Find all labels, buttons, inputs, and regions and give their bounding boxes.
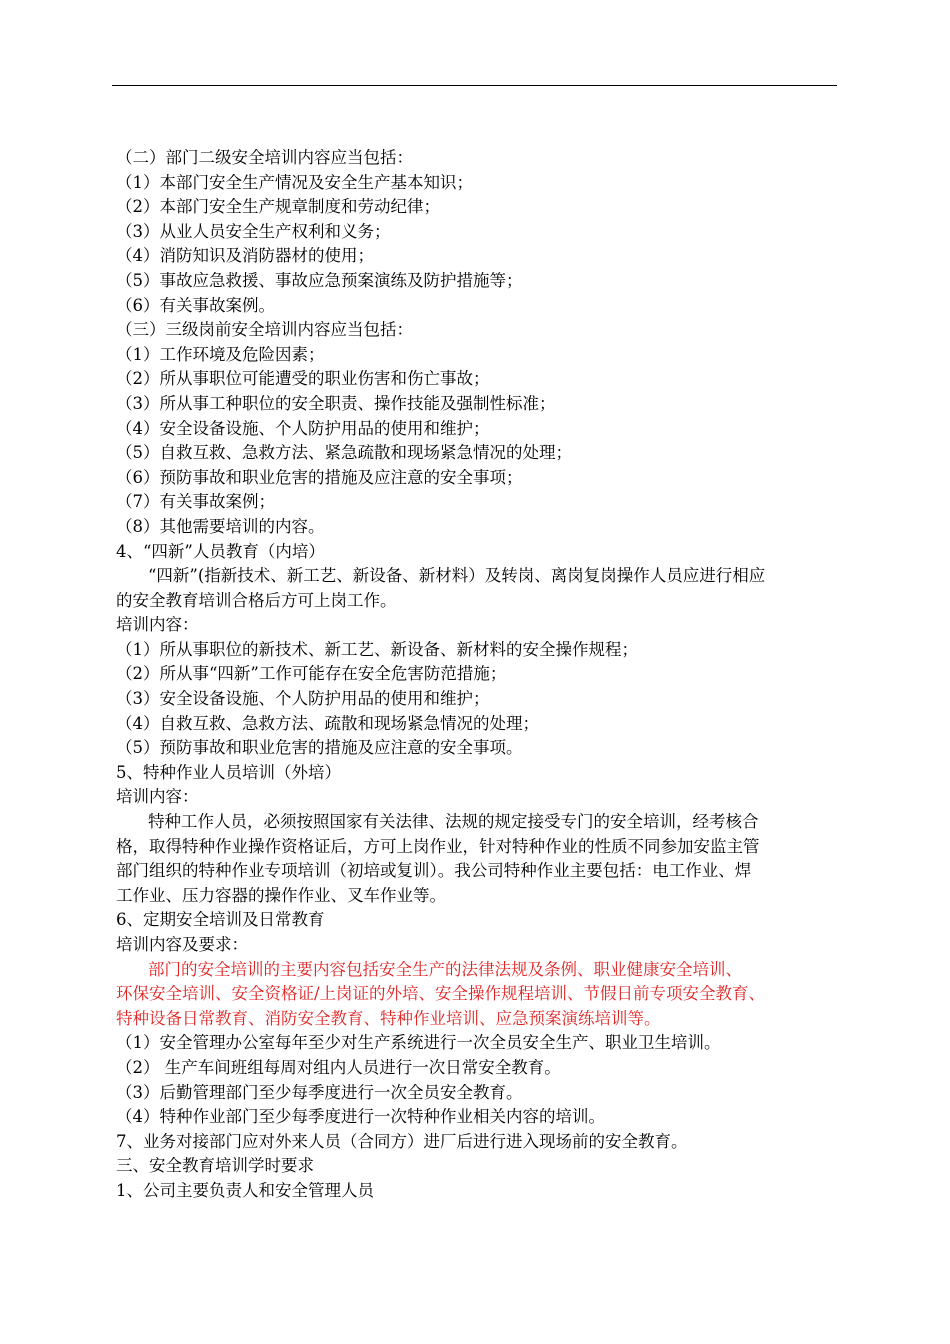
text-line: 格，取得特种作业操作资格证后，方可上岗作业，针对特种作业的性质不同参加安监主管 — [116, 836, 760, 856]
text-line: 特种工作人员，必须按照国家有关法律、法规的规定接受专门的安全培训，经考核合 — [148, 812, 759, 832]
text-line: 5、特种作业人员培训（外培） — [116, 762, 341, 782]
highlighted-text-line: 环保安全培训、安全资格证/上岗证的外培、安全操作规程培训、节假日前专项安全教育、 — [116, 984, 766, 1004]
text-line: （4）安全设备设施、个人防护用品的使用和维护； — [116, 418, 490, 438]
text-line: 7、业务对接部门应对外来人员（合同方）进厂后进行进入现场前的安全教育。 — [116, 1131, 688, 1151]
text-line: 6、定期安全培训及日常教育 — [116, 910, 325, 930]
text-line: 1、公司主要负责人和安全管理人员 — [116, 1180, 374, 1200]
text-line: （3）安全设备设施、个人防护用品的使用和维护； — [116, 689, 490, 709]
text-line: （8）其他需要培训的内容。 — [116, 516, 325, 536]
text-line: （2） 生产车间班组每周对组内人员进行一次日常安全教育。 — [116, 1057, 561, 1077]
text-line: （6）有关事故案例。 — [116, 295, 275, 315]
text-line: （5）预防事故和职业危害的措施及应注意的安全事项。 — [116, 738, 523, 758]
text-line: 部门组织的特种作业专项培训（初培或复训）。我公司特种作业主要包括：电工作业、焊 — [116, 861, 752, 881]
text-line: （3）从业人员安全生产权利和义务； — [116, 221, 391, 241]
text-line: （3）所从事工种职位的安全职责、操作技能及强制性标准； — [116, 393, 556, 413]
text-line: （5）自救互救、急救方法、紧急疏散和现场紧急情况的处理； — [116, 443, 572, 463]
highlighted-text-line: 特种设备日常教育、消防安全教育、特种作业培训、应急预案演练培训等。 — [116, 1008, 661, 1028]
text-line: 工作业、压力容器的操作作业、叉车作业等。 — [116, 885, 446, 905]
text-line: （二）部门二级安全培训内容应当包括： — [116, 148, 413, 167]
text-line: （三）三级岗前安全培训内容应当包括： — [116, 320, 413, 340]
highlighted-text-line: 部门的安全培训的主要内容包括安全生产的法律法规及条例、职业健康安全培训、 — [148, 959, 742, 979]
text-line: （1）安全管理办公室每年至少对生产系统进行一次全员安全生产、职业卫生培训。 — [116, 1033, 721, 1053]
text-line: （1）所从事职位的新技术、新工艺、新设备、新材料的安全操作规程； — [116, 639, 638, 659]
text-line: 培训内容： — [116, 615, 199, 635]
text-line: （2）本部门安全生产规章制度和劳动纪律； — [116, 197, 440, 217]
header-rule — [112, 85, 837, 86]
text-line: 三、安全教育培训学时要求 — [116, 1156, 314, 1176]
text-line: （1）本部门安全生产情况及安全生产基本知识； — [116, 172, 473, 192]
text-line: （2）所从事“四新”工作可能存在安全危害防范措施； — [116, 664, 507, 684]
text-line: 4、“四新”人员教育（内培） — [116, 541, 325, 561]
text-line: （2）所从事职位可能遭受的职业伤害和伤亡事故； — [116, 369, 490, 389]
text-line: 的安全教育培训合格后方可上岗工作。 — [116, 590, 397, 610]
text-line: （1）工作环境及危险因素； — [116, 344, 325, 364]
text-line: （7）有关事故案例； — [116, 492, 275, 512]
document-body — [116, 146, 850, 1204]
text-line: （4）自救互救、急救方法、疏散和现场紧急情况的处理； — [116, 713, 539, 733]
text-line: （4）特种作业部门至少每季度进行一次特种作业相关内容的培训。 — [116, 1107, 605, 1127]
text-line: （5）事故应急救援、事故应急预案演练及防护措施等； — [116, 270, 523, 290]
text-line: 培训内容及要求： — [116, 935, 248, 954]
text-line: （6）预防事故和职业危害的措施及应注意的安全事项； — [116, 467, 523, 487]
text-line: （4）消防知识及消防器材的使用； — [116, 246, 374, 266]
text-line: （3）后勤管理部门至少每季度进行一次全员安全教育。 — [116, 1082, 523, 1102]
text-line: 培训内容： — [116, 787, 199, 807]
text-line: “四新”(指新技术、新工艺、新设备、新材料）及转岗、离岗复岗操作人员应进行相应 — [148, 566, 766, 586]
